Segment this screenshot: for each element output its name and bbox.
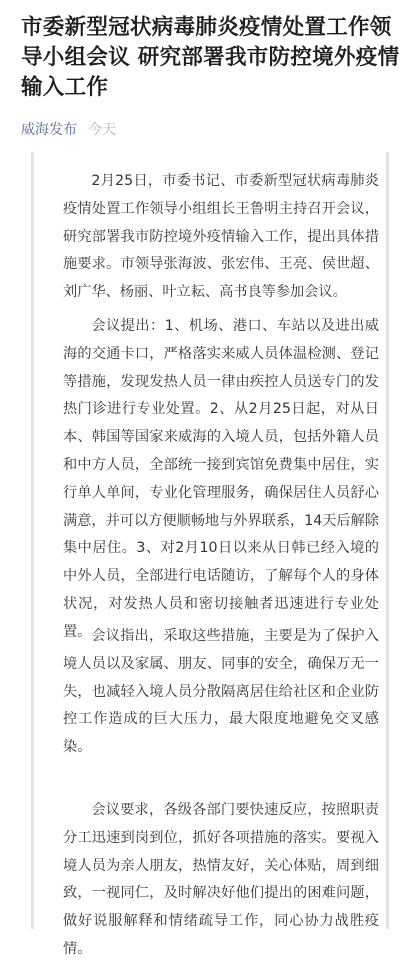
article-meta bbox=[21, 121, 116, 139]
account-name-link[interactable]: 威海发布 bbox=[21, 122, 77, 138]
paragraph-4: 会议要求，各级各部门要快速反应，按照职责分工迅速到岗到位，抓好各项措施的落实。要视入境人员为亲人朋友，热情友好，关心体贴，周到细致，一视同仁，及时解决好他们提出的困难问题，做好说服解释和情绪疏导工作，同心协力战胜疫情。 bbox=[63, 802, 379, 957]
article-title: 市委新型冠状病毒肺炎疫情处置工作领导小组会议 研究部署我市防控境外疫情输入工作 bbox=[21, 15, 400, 100]
paragraph-3: 会议指出，采取这些措施，主要是为了保护入境人员以及家属、朋友、同事的安全，确保万无一失，也减轻入境人员分散隔离居住给社区和企业防控工作造成的巨大压力，最大限度地避免交叉感染。 bbox=[63, 628, 379, 756]
publish-time: 今天 bbox=[88, 122, 116, 138]
article-body bbox=[31, 152, 389, 957]
paragraph-2: 会议提出：1、机场、港口、车站以及进出威海的交通卡口，严格落实来威人员体温检测、登记等措施，发现发热人员一律由疾控人员送专门的发热门诊进行专业处置。2、从2月25日起，对从日本、韩国等国家来威海的入境人员，包括外籍人员和中方人员，全部统一接到宾馆免费集中居住，实行单人单间，专业化管理服务，确保居住人员舒心满意，并可以方便顺畅地与外界联系，14天后解除集中居住。3、对2月10日以来从日韩已经入境的中外人员，全部进行电话随访，了解每个人的身体状况，对发热人员和密切接触者迅速进行专业处置。 bbox=[63, 318, 379, 640]
paragraph-1: 2月25日，市委书记、市委新型冠状病毒肺炎疫情处置工作领导小组组长王鲁明主持召开会议，研究部署我市防控境外疫情输入工作，提出具体措施要求。市领导张海波、张宏伟、王亮、侯世超、刘广华、杨丽、叶立耘、高书良等参加会议。 bbox=[63, 173, 379, 301]
